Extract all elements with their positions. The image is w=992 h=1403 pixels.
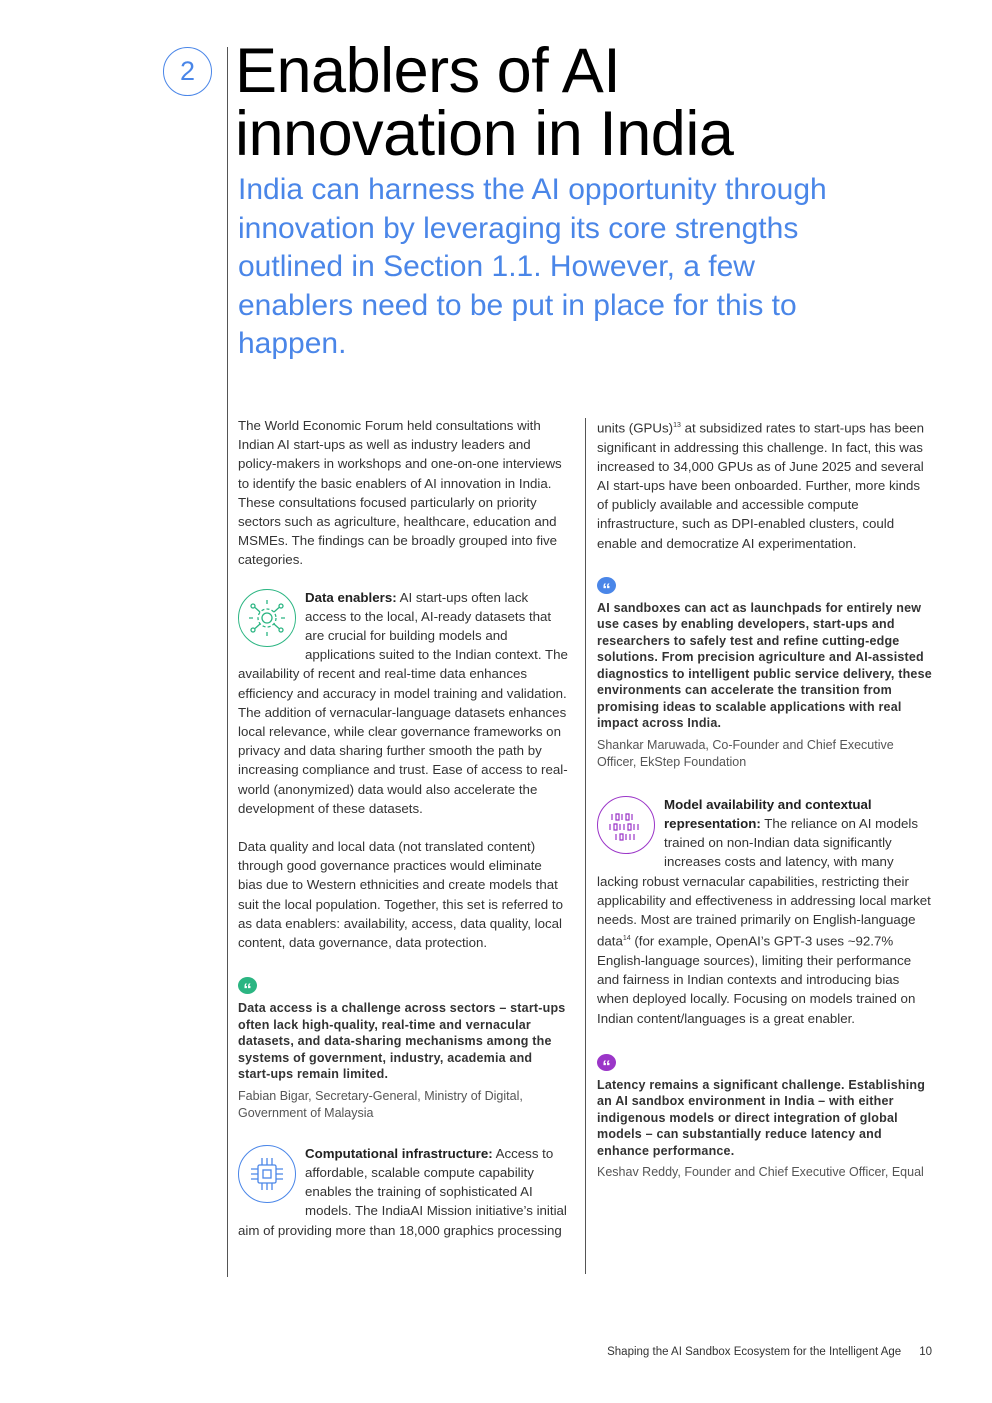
model-heading: Model availability and contextual representation: xyxy=(664,796,872,832)
data-enablers-section xyxy=(238,588,568,818)
compute-continued-paragraph xyxy=(597,416,933,553)
gear-network-icon xyxy=(238,589,296,647)
model-text-post: (for example, OpenAI’s GPT-3 uses ~92.7% English-language sources), limiting their performance and fairness in Indian contexts and introducing bias when deployed locally. Focusing on models trained on Indian content/languages is a great enabler. xyxy=(597,933,916,1026)
continued-post: at subsidized rates to start-ups has been significant in addressing this challenge. In fact, this was increased to 34,000 GPUs as of June 2025 and several AI start-ups have been onboarded. Further, more kinds of publicly available and accessible compute infrastructure, such as DPI-enabled clusters, could enable and democratize AI experimentation. xyxy=(597,420,925,551)
quote-sandboxes xyxy=(597,577,933,771)
data-enablers-text: AI start-ups often lack access to the local, AI-ready datasets that are crucial for building models and applications suited to the Indian context. The availability of recent and real-time data enhances efficiency and accuracy in model training and validation. The addition of vernacular-language datasets enhances local relevance, while clear governance frameworks on privacy and data sharing further smooth the path by increasing compliance and trust. Ease of access to real-world (anonymized) data would also accelerate the development of these datasets. xyxy=(238,589,568,816)
publication-title: Shaping the AI Sandbox Ecosystem for the Intelligent Age xyxy=(607,1346,902,1358)
footnote-13: 13 xyxy=(673,422,681,429)
continued-pre: units (GPUs) xyxy=(597,420,674,436)
model-section xyxy=(597,795,933,1028)
quote-mark-icon: “ xyxy=(238,977,257,994)
compute-text: Access to affordable, scalable compute capability enables the training of sophisticated AI models. The IndiaAI Mission initiative’s initial aim of providing more than 18,000 graphics processing xyxy=(238,1145,567,1238)
quote-text: AI sandboxes can act as launchpads for entirely new use cases by enabling developers, start-ups and researchers to safely test and refine cutting-edge solutions. From precision agriculture and AI-assisted diagnostics to intelligent public service delivery, these environments can accelerate the transition from promising ideas to scalable applications with real impact across India. xyxy=(597,600,932,731)
data-enablers-heading: Data enablers: xyxy=(305,589,397,605)
model-text-pre: The reliance on AI models trained on non-Indian data significantly increases costs and latency, with many lacking robust vernacular capabilities, restricting their applicability and effectiveness in addressing local market needs. Most are trained primarily on English-language data xyxy=(597,816,931,949)
data-quality-paragraph: Data quality and local data (not translated content) through good governance practices would eliminate bias due to Western ethnicities and create models that suit the local population. Together, this set is referred to as data enablers: availability, access, data quality, local content, data governance, data protection. xyxy=(238,839,563,951)
quote-attribution: Shankar Maruwada, Co-Founder and Chief Executive Officer, EkStep Foundation xyxy=(597,737,894,769)
left-column xyxy=(238,416,568,1240)
footnote-14: 14 xyxy=(622,935,631,943)
title-line-1: Enablers of AI xyxy=(235,36,621,106)
title-line-2: innovation in India xyxy=(235,99,734,169)
binary-code-icon xyxy=(597,796,655,854)
intro-paragraph: The World Economic Forum held consultations with Indian AI start-ups as well as industry leaders and policy-makers in workshops and one-on-one interviews to identify the basic enablers of AI innovation in India. These consultations focused particularly on priority sectors such as agriculture, healthcare, education and MSMEs. The findings can be broadly grouped into five categories. xyxy=(238,418,562,568)
quote-data-access xyxy=(238,977,568,1122)
compute-heading: Computational infrastructure: xyxy=(305,1145,493,1161)
quote-mark-icon: “ xyxy=(597,577,616,594)
page-title xyxy=(235,36,955,169)
right-column xyxy=(597,416,933,1181)
quote-attribution: Keshav Reddy, Founder and Chief Executive Officer, Equal xyxy=(597,1165,924,1180)
column-divider xyxy=(585,418,586,1274)
quote-text: Data access is a challenge across sectors – start-ups often lack high-quality, real-time and vernacular datasets, and data-sharing mechanisms among the systems of government, industry, academia and start-ups remain limited. xyxy=(238,1001,566,1082)
page-footer xyxy=(607,1346,932,1358)
compute-section xyxy=(238,1144,568,1240)
chip-icon xyxy=(238,1145,296,1203)
page-subtitle: India can harness the AI opportunity through innovation by leveraging its core strengths outlined in Section 1.1. However, a few enablers need to be put in place for this to happen. xyxy=(238,173,827,360)
chapter-divider xyxy=(227,47,228,1277)
quote-latency xyxy=(597,1054,933,1182)
quote-attribution: Fabian Bigar, Secretary-General, Ministry of Digital, Government of Malaysia xyxy=(238,1088,523,1120)
quote-text: Latency remains a significant challenge. Establishing an AI sandbox environment in India – with either indigenous models or direct integration of global models – can substantially reduce latency and enhance performance. xyxy=(597,1077,926,1158)
quote-mark-icon: “ xyxy=(597,1054,616,1071)
page-number: 10 xyxy=(919,1346,932,1358)
chapter-number: 2 xyxy=(163,47,212,96)
